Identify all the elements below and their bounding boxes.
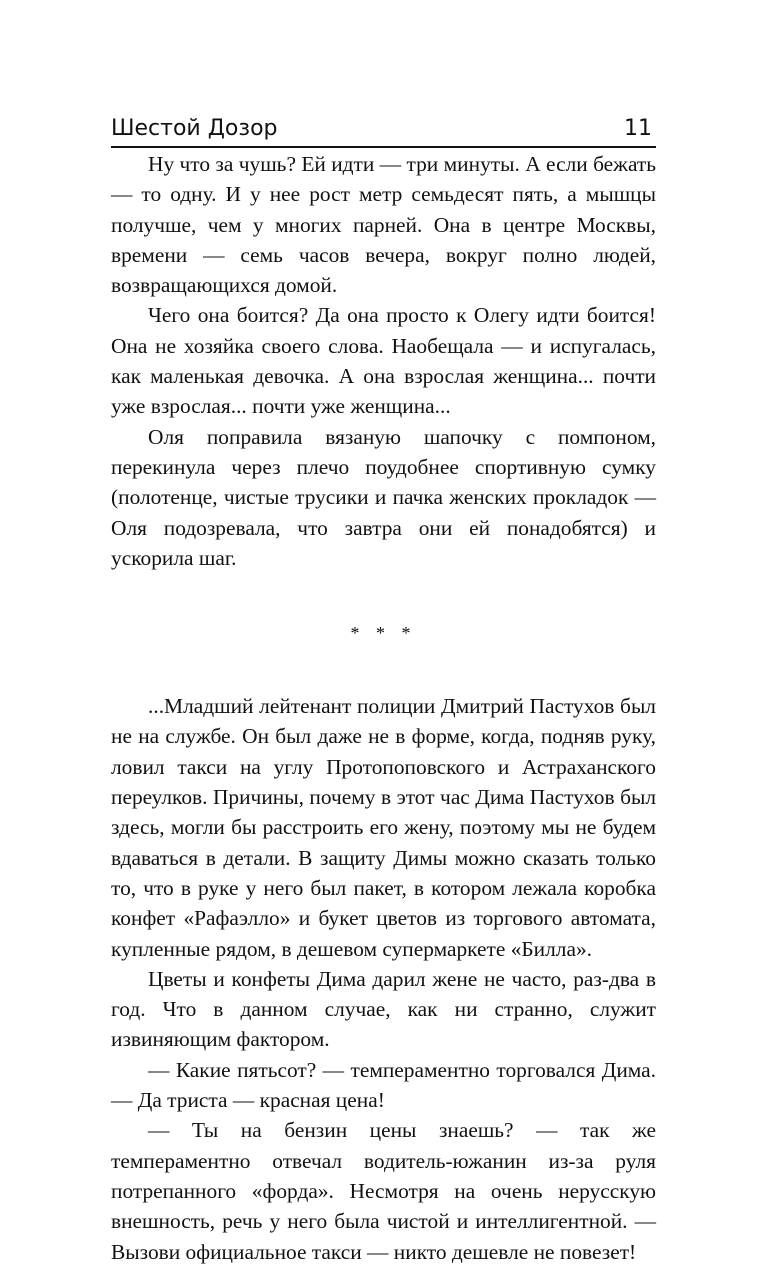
paragraph: — Ты на бензин цены знаешь? — так же темпераментно отвечал водитель-южанин из-за руля потрепанного «форда». Несмотря на очень нерусскую внешность, речь у него была чистой и интеллигентной. — Вызови официальное такси — никто дешевле не повезет!: [111, 1118, 656, 1264]
paragraph: Оля поправила вязаную шапочку с помпоном, перекинула через плечо поудобнее спортивную сумку (полотенце, чистые трусики и пачка женских прокладок — Оля подозревала, что завтра они ей понадобятся) и ускорила шаг.: [111, 424, 656, 570]
paragraph: ...Младший лейтенант полиции Дмитрий Пастухов был не на службе. Он был даже не в форме, когда, подняв руку, ловил такси на углу Протопоповского и Астраханского переулков. Причины, почему в этот час Дима Пастухов был здесь, могли бы расстроить его жену, поэтому мы не будем вдаваться в детали. В защиту Димы можно сказать только то, что в руке у него был пакет, в котором лежала коробка конфет «Рафаэлло» и букет цветов из торгового автомата, купленные рядом, в дешевом супермаркете «Билла».: [111, 694, 656, 961]
paragraph: — Какие пятьсот? — темпераментно торговался Дима. — Да триста — красная цена!: [111, 1057, 656, 1113]
book-title: Шестой Дозор: [111, 116, 278, 141]
paragraph: Цветы и конфеты Дима дарил жене не часто, раз-два в год. Что в данном случае, как ни странно, служит извиняющим фактором.: [111, 966, 656, 1052]
page-number: 11: [624, 116, 652, 141]
paragraph: Чего она боится? Да она просто к Олегу идти боится! Она не хозяйка своего слова. Наобещала — и испугалась, как маленькая девочка. А она взрослая женщина... почти уже взрослая... почти уже женщина...: [111, 303, 656, 419]
body-text: [111, 149, 656, 1267]
section-break: * * *: [350, 623, 417, 644]
running-head: [111, 114, 656, 148]
paragraph: Ну что за чушь? Ей идти — три минуты. А если бежать — то одну. И у нее рост метр семьдесят пять, а мышцы получше, чем у многих парней. Она в центре Москвы, времени — семь часов вечера, вокруг полно людей, возвращающихся домой.: [111, 152, 656, 298]
